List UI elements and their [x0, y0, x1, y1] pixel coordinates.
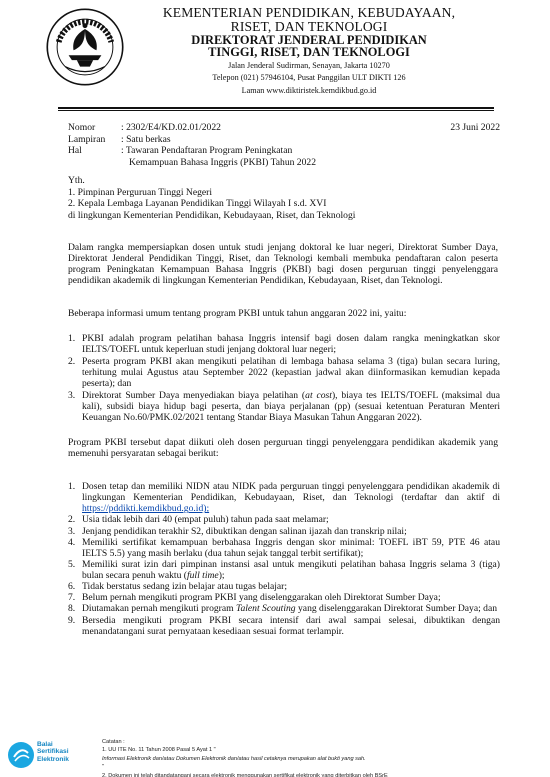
list-item-text: Peserta program PKBI akan mengikuti pelatihan di lembaga bahasa selama 3 (tiga) bulan secara luring, terhitung mulai Agustus atau September 2022 (kepastian jadwal akan diinformasikan kemudian kepada peserta); dan [82, 355, 500, 389]
letterhead [0, 0, 550, 110]
note-1-emphasis: Informasi Elektronik dan/atau Dokumen Elektronik dan/atau hasil cetaknya merupakan alat bukti yang sah. [102, 755, 366, 762]
recipient-line-2: 2. Kepala Lembaga Layanan Pendidikan Tinggi Wilayah I s.d. XVI [68, 198, 327, 210]
bsre-globe-icon [8, 742, 34, 768]
list-item [68, 603, 500, 614]
ministry-name-line-1: KEMENTERIAN PENDIDIKAN, KEBUDAYAAN, [162, 5, 456, 20]
list-item-emphasis: Talent Scouting [236, 603, 296, 615]
list-item-text: Belum pernah mengikuti program PKBI yang diselenggarakan oleh Direktorat Sumber Daya; [82, 592, 441, 604]
list-item-text [82, 390, 500, 423]
list-item-text-part: Dosen tetap dan memiliki NIDN atau NIDK pada perguruan tinggi penyelenggara pendidikan akademik di lingkungan Kementerian Pendidikan, Kebudayaan, Riset, dan Teknologi (terdaftar dan aktif di [82, 481, 500, 504]
bsre-logo [8, 738, 98, 770]
footer-notes [102, 738, 542, 777]
list-item-number: 5. [68, 558, 76, 570]
hal-value-line-1: : Tawaran Pendaftaran Program Peningkatan [121, 145, 293, 157]
list-item-number: 2. [68, 514, 76, 526]
letter-date: 23 Juni 2022 [450, 122, 500, 133]
note-1-part: 1. UU ITE No. 11 Tahun 2008 Pasal 5 Ayat 1 " [102, 747, 216, 754]
list-item [68, 559, 500, 581]
note-2: 2. Dokumen ini telah ditandatangani secara elektronik menggunakan sertifikat elektronik yang diterbitkan oleh BSrE [102, 772, 388, 777]
bsre-name [37, 741, 69, 763]
list-item [68, 356, 500, 389]
list-item-number: 2. [68, 355, 76, 367]
intro-paragraph: Dalam rangka mempersiapkan dosen untuk studi jenjang doktoral ke luar negeri, Direktorat Sumber Daya, Direktorat Jenderal Pendidikan Tinggi, Riset, dan Teknologi kembali membuka pendaftaran calon peserta program Peningkatan Kemampuan Bahasa Inggris (PKBI) bagi dosen perguruan tinggi penyelenggara pendidikan akademik di lingkungan Kementerian Pendidikan, Kebudayaan, Riset, dan Teknologi. [68, 242, 498, 287]
list-item-text [82, 481, 500, 514]
nomor-label: Nomor [68, 122, 96, 133]
list-item [68, 592, 500, 603]
list-item-number: 3. [68, 525, 76, 537]
list-item-text: Memiliki sertifikat kemampuan berbahasa Inggris dengan skor minimal: TOEFL iBT 59, PTE 46 atau IELTS 5.5) yang masih berlaku (dua tahun sejak tanggal terbit sertifikat); [82, 536, 500, 559]
list-item-number: 8. [68, 603, 76, 615]
nomor-value: : 2302/E4/KD.02.01/2022 [121, 122, 221, 133]
list-item-text: Bersedia mengikuti program PKBI secara intensif dari awal sampai selesai, dibuktikan dengan menandatangani surat pernyataan kesediaan sesuai format terlampir. [82, 614, 500, 637]
list-item-text-part: Memiliki surat izin dari pimpinan instansi asal untuk mengikuti pelatihan bahasa Inggris selama 3 (tiga) bulan secara penuh waktu ( [82, 558, 500, 581]
list-item [68, 333, 500, 355]
list-item [68, 526, 500, 537]
list-item-text-part: ); [218, 570, 225, 581]
recipients [68, 175, 500, 221]
letterhead-rule-thin [58, 110, 494, 111]
list-item [68, 581, 500, 592]
meta-row-hal-cont [68, 157, 500, 169]
lampiran-label: Lampiran [68, 133, 106, 145]
pddikti-link[interactable]: https://pddikti.kemdikbud.go.id); [82, 503, 210, 515]
meta-row-lampiran [68, 134, 500, 146]
letterhead-rule-thick [58, 107, 494, 109]
list-item-number: 9. [68, 614, 76, 626]
hal-value-line-2: Kemampuan Bahasa Inggris (PKBI) Tahun 2022 [129, 156, 316, 168]
tut-wuri-handayani-logo [44, 6, 126, 88]
bsre-name-line-1: Balai [37, 741, 53, 748]
list-item-text-part: Diutamakan pernah mengikuti program [82, 603, 236, 615]
list-item [68, 514, 500, 525]
list-item-text: Tidak berstatus sedang izin belajar atau tugas belajar; [82, 581, 288, 593]
list-item-number: 1. [68, 333, 76, 344]
lampiran-value: : Satu berkas [121, 133, 171, 145]
salutation: Yth. [68, 175, 85, 186]
footer [0, 726, 550, 777]
bsre-name-line-2: Sertifikasi [37, 748, 69, 756]
list-item-text: PKBI adalah program pelatihan bahasa Inggris intensif bagi dosen dalam rangka meningkatkan skor IELTS/TOEFL untuk keperluan studi jenjang doktoral luar negeri; [82, 333, 500, 356]
letterhead-text [128, 6, 490, 97]
list-item [68, 615, 500, 637]
hal-label: Hal [68, 145, 82, 157]
list-item-number: 4. [68, 536, 76, 548]
letter-meta [68, 122, 500, 168]
directorate-name-line-2: TINGGI, RISET, DAN TEKNOLOGI [208, 45, 410, 60]
list-item-text: Usia tidak lebih dari 40 (empat puluh) tahun pada saat melamar; [82, 514, 329, 526]
directorate-name-line-1: DIREKTORAT JENDERAL PENDIDIKAN [191, 32, 427, 47]
recipient-line-3: di lingkungan Kementerian Pendidikan, Kebudayaan, Riset, dan Teknologi [68, 209, 356, 221]
list-item-number: 7. [68, 592, 76, 604]
bsre-name-line-3: Elektronik [37, 755, 69, 763]
list-item-text: Jenjang pendidikan terakhir S2, dibuktikan dengan salinan ijazah dan transkrip nilai; [82, 525, 407, 537]
list-item-text [82, 559, 500, 581]
ministry-name-line-2: RISET, DAN TEKNOLOGI [230, 18, 388, 34]
list-item-text [82, 603, 497, 614]
meta-row-nomor [68, 122, 500, 134]
list-item-number: 1. [68, 481, 76, 492]
list-item-emphasis: at cost [305, 389, 332, 401]
list-item [68, 481, 500, 514]
list-item-text-part: yang diselenggarakan Direktorat Sumber Daya; dan [295, 603, 498, 615]
note-1 [102, 746, 542, 771]
bsre-mark-icon [8, 742, 34, 768]
list-item-text-part: Direktorat Sumber Daya menyediakan biaya pelatihan ( [82, 389, 306, 401]
list-item-text-part: ), biaya tes IELTS/TOEFL (maksimal dua kali), subsidi biaya hidup bagi peserta, dan biaya perjalanan (pp) (sesuai ketentuan Peraturan Menteri Keuangan No.60/PMK.02/2021 tentang Standar Biaya Masukan Tahun Anggaran 2022). [82, 389, 500, 423]
notes-title: Catatan : [102, 739, 125, 745]
requirements-lead-paragraph: Program PKBI tersebut dapat diikuti oleh dosen perguruan tinggi penyelenggara pendidikan akademik yang memenuhi persyaratan sebagai berikut: [68, 437, 498, 460]
list-item [68, 537, 500, 559]
letterhead-address: Jalan Jenderal Sudirman, Senayan, Jakarta 10270 [228, 61, 390, 70]
meta-row-hal [68, 145, 500, 157]
recipient-line-1: 1. Pimpinan Perguruan Tinggi Negeri [68, 186, 212, 198]
list-item-number: 3. [68, 389, 76, 401]
list-item-emphasis: full time [186, 570, 219, 581]
letterhead-website: Laman www.diktiristek.kemdikbud.go.id [241, 85, 377, 95]
list-item-number: 6. [68, 581, 76, 593]
info-lead-paragraph: Beberapa informasi umum tentang program PKBI untuk tahun anggaran 2022 ini, yaitu: [68, 308, 407, 319]
requirements-list [68, 481, 500, 637]
letterhead-phone: Telepon (021) 57946104, Pusat Panggilan ULT DIKTI 126 [212, 73, 406, 83]
note-1-part: " [102, 764, 104, 771]
info-list [68, 333, 500, 424]
list-item [68, 390, 500, 423]
